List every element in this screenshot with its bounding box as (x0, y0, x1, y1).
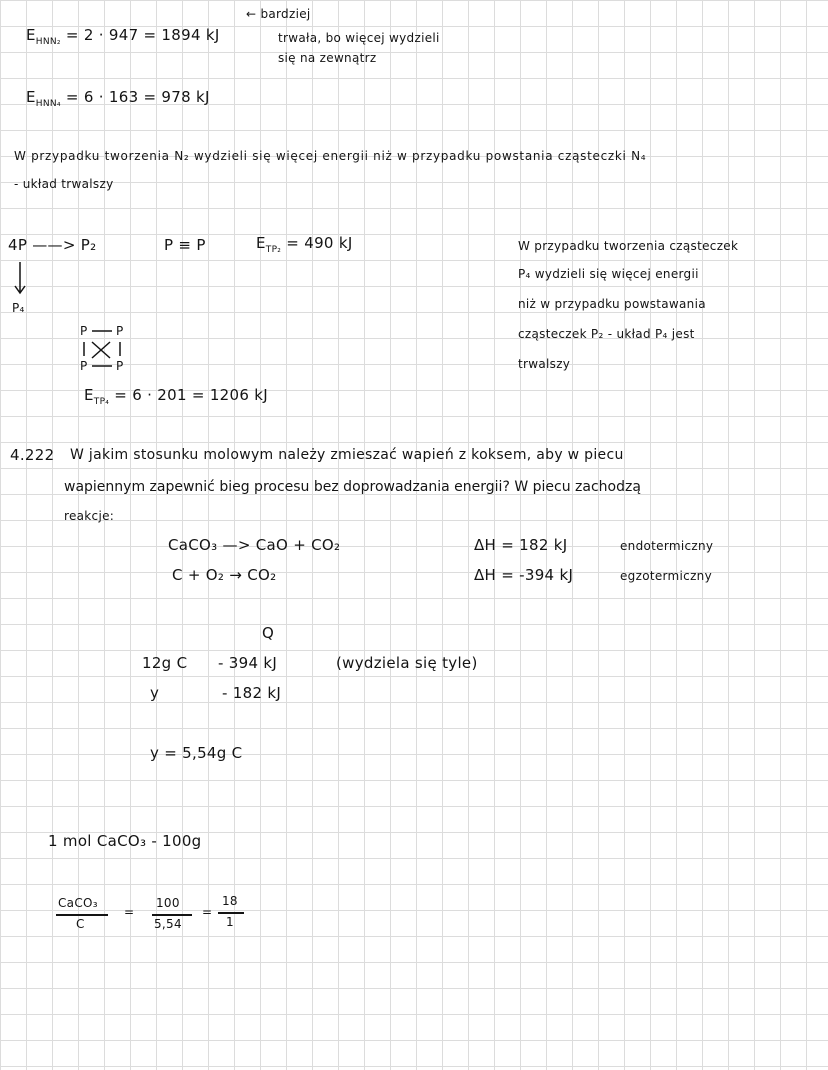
proportion-row2-right: - 182 kJ (222, 684, 282, 702)
ratio-den1: C (76, 917, 85, 931)
reaction-1-equation: CaCO₃ —> CaO + CO₂ (168, 536, 341, 554)
ratio-bar2 (152, 914, 192, 916)
p4-tetrahedron-icon (84, 331, 120, 366)
tetra-p-tr: P (116, 324, 124, 338)
energy-p2-line: $E_{TP_2} = 490$ kJ (256, 234, 353, 255)
ratio-eq1: = (124, 905, 135, 919)
result-y: y = 5,54g C (150, 744, 243, 762)
tetra-p-tl: P (80, 324, 88, 338)
problem-line3: reakcje: (64, 509, 115, 523)
q-label: Q (262, 624, 275, 642)
proportion-row1-left: 12g C (142, 654, 188, 672)
ratio-den2: 5,54 (154, 917, 182, 931)
ratio-num2: 100 (156, 896, 180, 910)
ratio-num3: 18 (222, 894, 238, 908)
energy-n4-line: $E_{HNN_4} = 6 \cdot 163 = 978$ kJ (26, 88, 210, 109)
reaction-1-type: endotermiczny (620, 539, 714, 553)
p4-note-line: niż w przypadku powstawania (518, 297, 706, 311)
down-arrow-icon (15, 262, 25, 293)
ratio-bar1 (56, 914, 108, 916)
reaction-2-equation: C + O₂ → CO₂ (172, 566, 277, 584)
energy-p4-line: $E_{TP_4} = 6 \cdot 201 = 1206$ kJ (84, 386, 268, 407)
energy-n2-line: $E_{HNN_2} = 2 \cdot 947 = 1894$ kJ (26, 26, 220, 47)
note-more-energy: trwała, bo więcej wydzieli (278, 31, 440, 45)
note-outside: się na zewnątrz (278, 51, 377, 65)
triple-bond-p2: P ≡ P (164, 236, 206, 254)
conclusion-n2-line2: - układ trwalszy (14, 177, 114, 191)
p4-note-line: cząsteczek P₂ - układ P₄ jest (518, 327, 695, 341)
problem-number: 4.222 (10, 446, 55, 464)
ratio-bar3 (218, 912, 244, 914)
ratio-den3: 1 (226, 915, 234, 929)
ratio-num1: CaCO₃ (58, 896, 98, 910)
reaction-2-type: egzotermiczny (620, 569, 712, 583)
proportion-row2-left: y (150, 684, 160, 702)
tetra-p-br: P (116, 359, 124, 373)
p4-note-line: W przypadku tworzenia cząsteczek (518, 239, 739, 253)
proportion-row1-right: - 394 kJ (218, 654, 278, 672)
p4-note-line: trwalszy (518, 357, 571, 371)
p4-note-line: P₄ wydzieli się więcej energii (518, 267, 699, 281)
molar-mass-line: 1 mol CaCO₃ - 100g (48, 832, 202, 850)
tetra-p-bl: P (80, 359, 88, 373)
proportion-row1-note: (wydziela się tyle) (336, 654, 478, 672)
problem-line1: W jakim stosunku molowym należy zmieszać wapień z koksem, aby w piecu (70, 447, 624, 463)
ratio-eq2: = (202, 905, 213, 919)
note-more-stable: ← bardziej (246, 7, 311, 21)
reaction-2-dh: ΔH = -394 kJ (474, 566, 574, 584)
conclusion-n2-line1: W przypadku tworzenia N₂ wydzieli się więcej energii niż w przypadku powstania cząsteczki N₄ (14, 149, 647, 163)
p4-label: P₄ (12, 301, 25, 315)
reaction-1-dh: ΔH = 182 kJ (474, 536, 568, 554)
reaction-4p-p2: 4P ——> P₂ (8, 236, 97, 254)
problem-line2: wapiennym zapewnić bieg procesu bez doprowadzania energii? W piecu zachodzą (64, 479, 641, 495)
